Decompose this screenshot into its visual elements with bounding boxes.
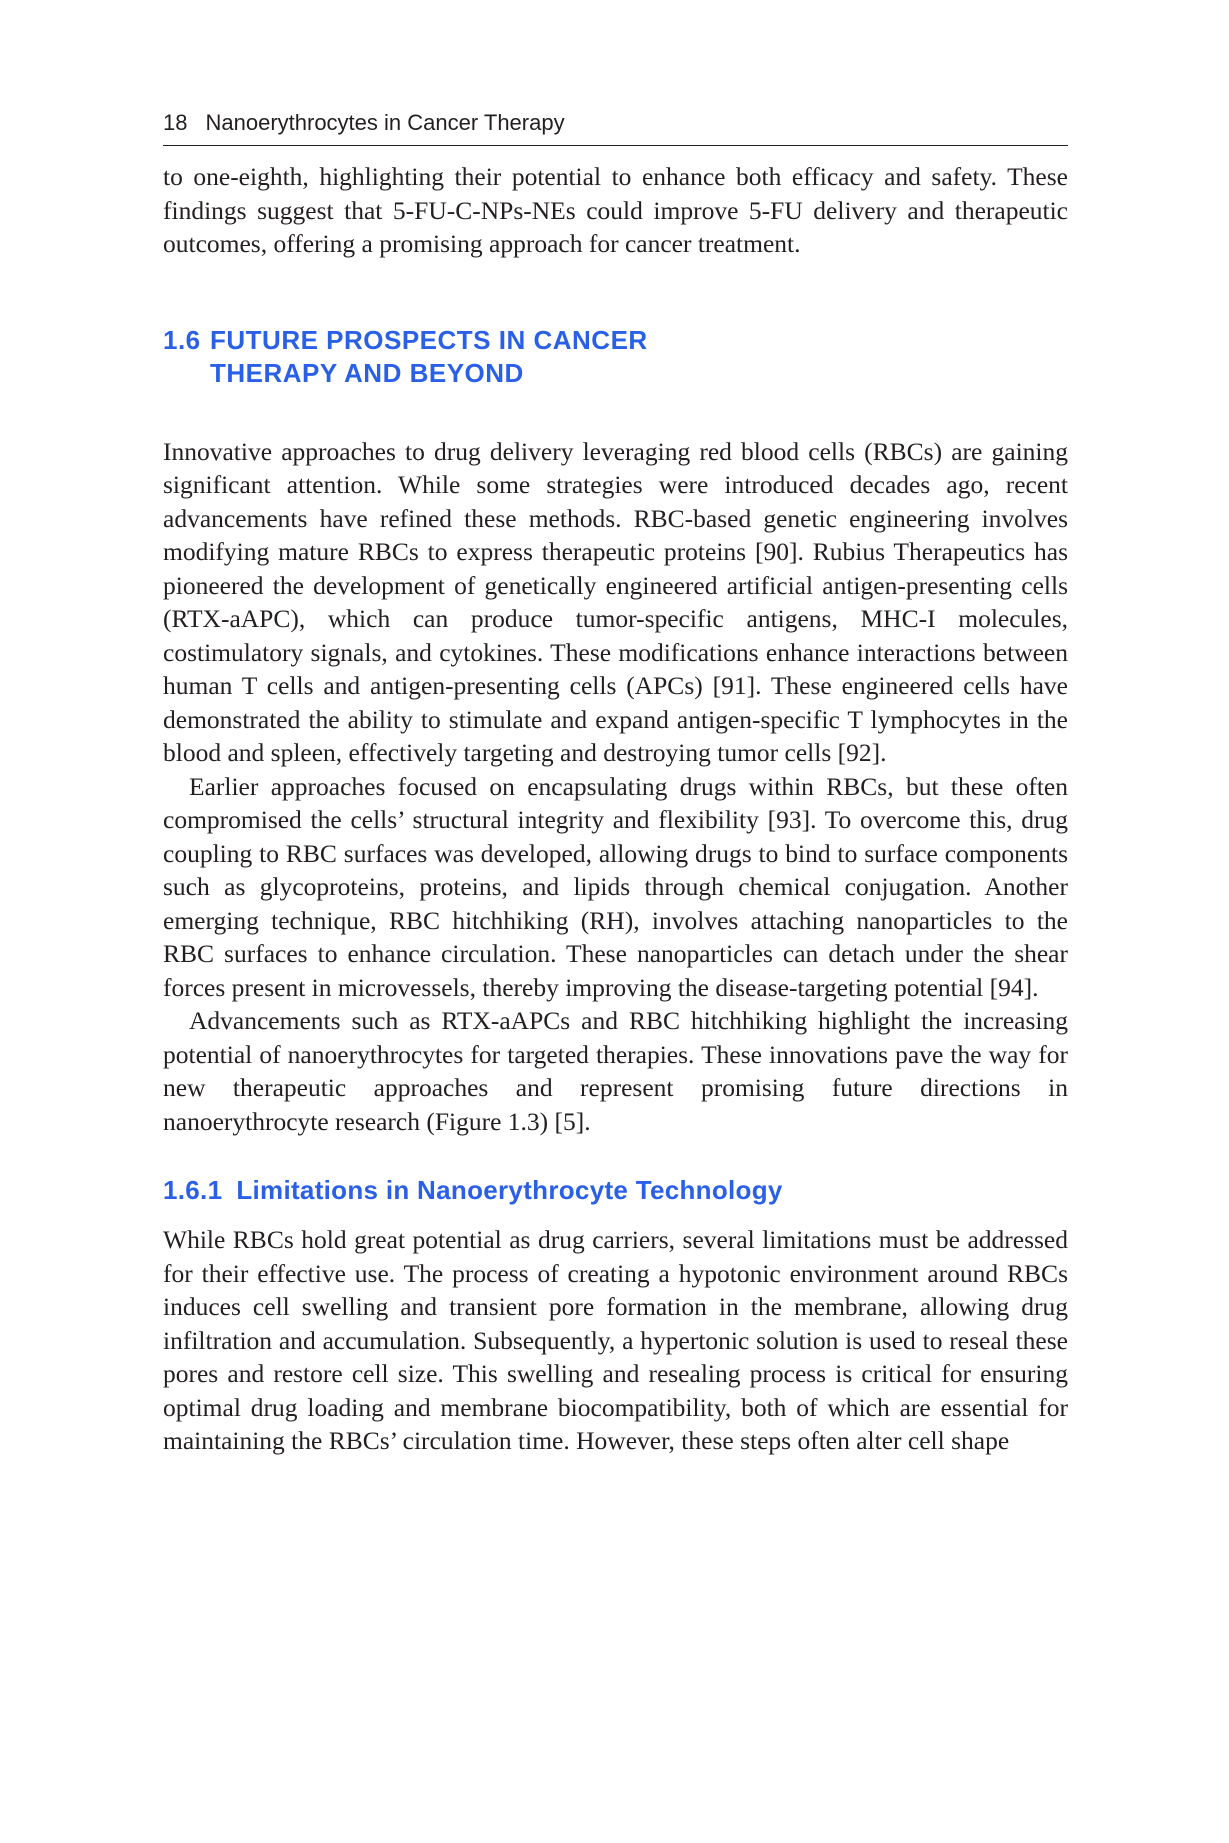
section-number: 1.6 [163,324,201,355]
continuation-text [163,160,1068,261]
subsection-heading [163,1174,1068,1207]
subsection-body [163,1223,1068,1458]
paragraph: Earlier approaches focused on encapsulating drugs within RBCs, but these often compromised the cells’ structural integrity and flexibility [93]. To overcome this, drug coupling to RBC surfaces was developed, allowing drugs to bind to surface components such as glycoproteins, proteins, and lipids through chemical conjugation. Another emerging technique, RBC hitchhiking (RH), involves attaching nanoparticles to the RBC surfaces to enhance circulation. These nanoparticles can detach under the shear forces present in microvessels, thereby improving the disease-targeting potential [94]. [163,771,1068,1002]
section-title [210,324,648,390]
paragraph: to one-eighth, highlighting their potential to enhance both efficacy and safety. These findings suggest that 5-FU-C-NPs-NEs could improve 5-FU delivery and therapeutic outcomes, offering a promising approach for cancer treatment. [163,162,1068,258]
running-title: Nanoerythrocytes in Cancer Therapy [205,110,565,135]
paragraph: While RBCs hold great potential as drug carriers, several limitations must be addressed for their effective use. The process of creating a hypotonic environment around RBCs induces cell swelling and transient pore formation in the membrane, allowing drug infiltration and accumulation. Subsequently, a hypertonic solution is used to reseal these pores and restore cell size. This swelling and resealing process is critical for ensuring optimal drug loading and membrane biocompatibility, both of which are essential for maintaining the RBCs’ circulation time. However, these steps often alter cell shape [163,1225,1068,1455]
section-body [163,435,1068,1139]
paragraph: Advancements such as RTX-aAPCs and RBC hitchhiking highlight the increasing potential of nanoerythrocytes for targeted therapies. These innovations pave the way for new therapeutic approaches and represent promising future directions in nanoerythrocyte research (Figure 1.3) [5]. [163,1006,1068,1136]
subsection-title: Limitations in Nanoerythrocyte Technology [236,1175,783,1205]
section-heading [163,324,1068,390]
book-page [163,108,1068,1458]
running-header [163,108,1068,146]
section-title-line: THERAPY AND BEYOND [210,357,524,388]
subsection-number: 1.6.1 [163,1175,223,1205]
paragraph: Innovative approaches to drug delivery leveraging red blood cells (RBCs) are gaining significant attention. While some strategies were introduced decades ago, recent advancements have refined these methods. RBC-based genetic engineering involves modifying mature RBCs to express therapeutic proteins [90]. Rubius Therapeutics has pioneered the development of genetically engineered artificial antigen-presenting cells (RTX-aAPC), which can produce tumor-specific antigens, MHC-I molecules, costimulatory signals, and cytokines. These modifications enhance interactions between human T cells and antigen-presenting cells (APCs) [91]. These engineered cells have demonstrated the ability to stimulate and expand antigen-specific T lymphocytes in the blood and spleen, effectively targeting and destroying tumor cells [92]. [163,436,1068,767]
section-title-line: FUTURE PROSPECTS IN CANCER [210,324,648,355]
page-number: 18 [163,110,188,135]
